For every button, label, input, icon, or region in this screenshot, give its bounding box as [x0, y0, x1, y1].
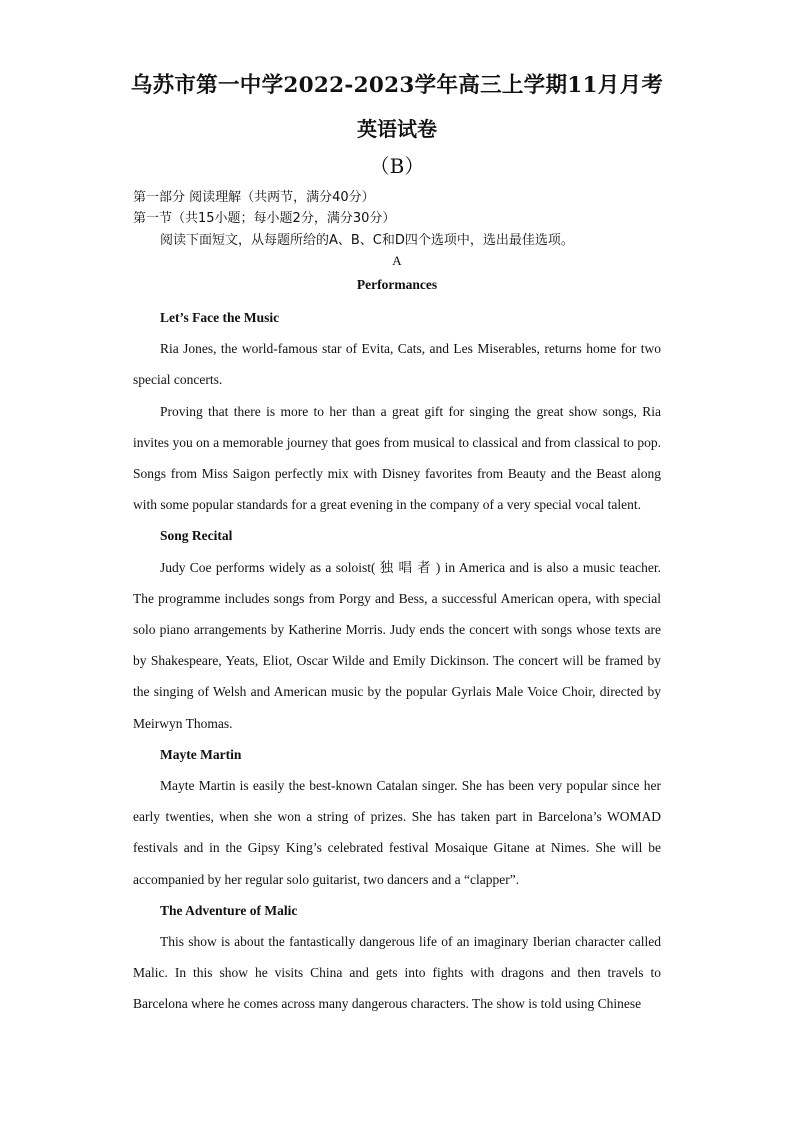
section-heading-adventure-of-malic: The Adventure of Malic — [160, 902, 298, 918]
section-heading-lets-face-the-music: Let’s Face the Music — [160, 310, 280, 325]
passage-body — [133, 302, 661, 1020]
section-heading: 第一节（共15小题；每小题2分，满分30分） — [133, 211, 396, 226]
paragraph: Proving that there is more to her than a great gift for singing the great show songs, Ria invites you on a memorable journey that goes from musical to classical and from classical to pop. Songs from Miss Saigon perfectly mix with Disney favorites from Beauty and the Beast along with some popular standards for a great evening in the company of a very special vocal talent. — [133, 403, 661, 513]
passage-label: A — [392, 253, 402, 268]
passage-title: Performances — [356, 277, 438, 292]
paragraph: This show is about the fantastically dangerous life of an imaginary Iberian character called Malic. In this show he visits China and gets into fights with dragons and then travels to Barcelona where he comes across many dangerous characters. The show is told using Chinese — [133, 934, 661, 1012]
exam-subject: 英语试卷 — [357, 117, 437, 141]
paragraph: Mayte Martin is easily the best-known Catalan singer. She has been very popular since her early twenties, when she won a string of prizes. She has taken part in Barcelona’s WOMAD festivals and in the Gipsy King’s celebrated festival Mosaique Gitane at Nimes. She will be accompanied by her regular solo guitarist, two dancers and a “clapper”. — [133, 778, 661, 887]
directions: 阅读下面短文，从每题所给的A、B、C和D四个选项中，选出最佳选项。 — [160, 233, 574, 248]
exam-version: （B） — [369, 154, 425, 178]
section-heading-mayte-martin: Mayte Martin — [160, 746, 242, 762]
part-heading: 第一部分 阅读理解（共两节，满分40分） — [133, 190, 375, 205]
section-heading-song-recital: Song Recital — [160, 528, 233, 544]
paragraph: Ria Jones, the world-famous star of Evita, Cats, and Les Miserables, returns home for two special concerts. — [133, 341, 661, 388]
exam-title: 乌苏市第一中学2022-2023学年高三上学期11月月考 — [130, 73, 664, 98]
paragraph: Judy Coe performs widely as a soloist( 独 唱 者 ) in America and is also a music teacher. The programme includes songs from Porgy and Bess, a successful American opera, with special solo piano arrangements by Katherine Morris. Judy ends the concert with songs whose texts are by Shakespeare, Yeats, Eliot, Oscar Wilde and Emily Dickinson. The concert will be framed by the singing of Welsh and American music by the popular Gyrlais Male Voice Choir, directed by Meirwyn Thomas. — [133, 559, 661, 731]
